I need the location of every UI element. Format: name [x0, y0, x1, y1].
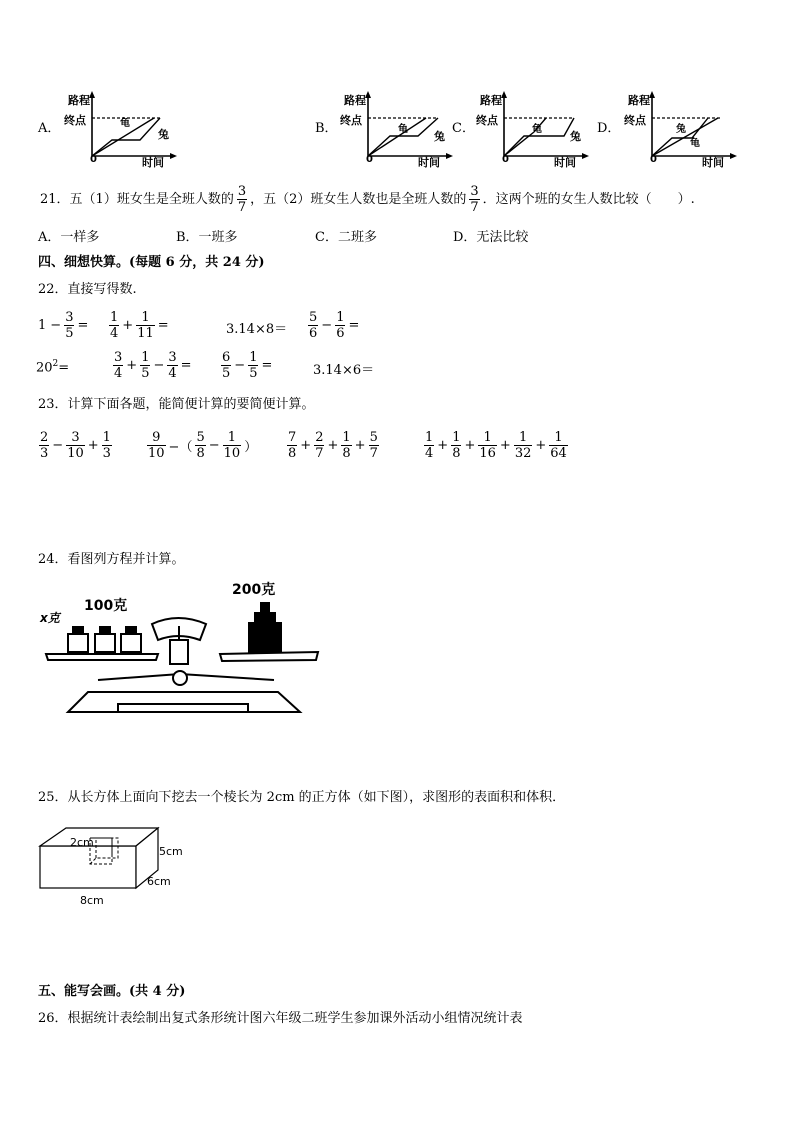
weight-200-label: 200克: [232, 582, 276, 598]
weight-200-knob: [260, 602, 270, 612]
q21-option-b: B．一班多: [176, 230, 238, 245]
scale-post: [170, 640, 188, 664]
weight-100-b-knob: [125, 626, 137, 634]
option-c-label: C．: [452, 121, 475, 136]
cuboid-front: [40, 846, 136, 888]
weight-100-a-knob: [99, 626, 111, 634]
option-d-graph: [622, 88, 742, 168]
svg-text:终点: 终点: [476, 114, 498, 127]
svg-text:0: 0: [502, 154, 509, 165]
svg-text:路程: 路程: [480, 94, 502, 107]
depth-label: 6cm: [147, 875, 171, 888]
svg-text:时间: 时间: [702, 156, 724, 168]
svg-text:0: 0: [650, 154, 657, 165]
weight-x-knob: [72, 626, 84, 634]
option-d-label: D．: [597, 121, 621, 136]
svg-text:终点: 终点: [340, 114, 362, 127]
svg-text:兔: 兔: [434, 130, 445, 143]
option-b-graph: [338, 88, 458, 168]
cuboid-figure: [36, 824, 196, 912]
svg-text:路程: 路程: [344, 94, 366, 107]
svg-text:龟: 龟: [690, 138, 700, 149]
svg-text:路程: 路程: [628, 94, 650, 107]
svg-text:时间: 时间: [418, 156, 440, 168]
svg-text:时间: 时间: [554, 156, 576, 168]
weight-100-label: 100克: [84, 598, 128, 614]
svg-text:时间: 时间: [142, 156, 164, 168]
option-a-label: A．: [38, 121, 61, 136]
q22-expr-1: 1 − $\frac{3}{5}$ =: [38, 310, 89, 341]
svg-text:0: 0: [366, 154, 373, 165]
fraction: $\frac{3}{7}$: [470, 184, 479, 215]
section-4-heading: 四、细想快算。(每题 6 分，共 24 分): [38, 255, 265, 270]
scale-base: [68, 692, 300, 712]
svg-text:龟: 龟: [120, 118, 130, 129]
q21-option-c: C．二班多: [315, 230, 377, 245]
section-5-heading: 五、能写会画。(共 4 分): [38, 984, 186, 999]
q23-expr-2: $\frac{9}{10}$ −（ $\frac{5}{8}$ − $\frac{1}{10}$ ）: [148, 430, 258, 461]
q22-expr-4: $\frac{5}{6}$ − $\frac{1}{6}$ =: [309, 310, 360, 341]
weight-x: [68, 634, 88, 652]
q22-expr-5: $20^2=$: [36, 359, 70, 376]
weight-200: [248, 622, 282, 654]
svg-text:龟: 龟: [398, 124, 408, 135]
q22-expr-2: $\frac{1}{4}$ + $\frac{1}{11}$ =: [110, 310, 169, 341]
q21-option-a: A．一样多: [38, 230, 100, 245]
svg-text:路程: 路程: [68, 94, 90, 107]
cube-edge-label: 2cm: [70, 836, 94, 849]
q22-expr-3: 3.14×8＝: [226, 322, 288, 337]
left-pan: [46, 654, 158, 660]
option-a-graph: [62, 88, 182, 168]
q23-expr-4: $\frac{1}{4}$ + $\frac{1}{8}$ + $\frac{1}{16}$ + $\frac{1}{32}$ + $\frac{1}{64}$: [425, 430, 567, 461]
fraction: $\frac{3}{7}$: [237, 184, 247, 215]
svg-text:兔: 兔: [570, 130, 581, 143]
right-pan: [220, 652, 318, 661]
q21-option-d: D．无法比较: [453, 230, 529, 245]
q24-title: 24．看图列方程并计算。: [38, 552, 185, 567]
svg-text:0: 0: [90, 154, 97, 165]
q25-title: 25．从长方体上面向下挖去一个棱长为 2cm 的正方体（如下图），求图形的表面积和体积．: [38, 790, 566, 805]
weight-200-top: [254, 612, 276, 622]
svg-text:终点: 终点: [64, 114, 86, 127]
q23-expr-3: $\frac{7}{8}$ + $\frac{2}{7}$ + $\frac{1}{8}$ + $\frac{5}{7}$: [288, 430, 378, 461]
length-label: 8cm: [80, 894, 104, 907]
svg-text:兔: 兔: [158, 128, 169, 141]
q23-title: 23．计算下面各题，能简便计算的要简便计算。: [38, 397, 315, 412]
svg-text:龟: 龟: [532, 124, 542, 135]
q23-expr-1: $\frac{2}{3}$ − $\frac{3}{10}$ + $\frac{1}{3}$: [40, 430, 111, 461]
option-b-label: B．: [315, 121, 338, 136]
option-c-graph: [474, 88, 594, 168]
svg-text:终点: 终点: [624, 114, 646, 127]
weight-100-b: [121, 634, 141, 652]
q26-title: 26．根据统计表绘制出复式条形统计图六年级二班学生参加课外活动小组情况统计表: [38, 1011, 523, 1026]
q22-expr-7: $\frac{6}{5}$ − $\frac{1}{5}$ =: [222, 350, 273, 381]
x-gram-label: x克: [40, 611, 60, 625]
q22-expr-8: 3.14×6＝: [313, 363, 375, 378]
svg-text:兔: 兔: [676, 124, 686, 135]
q22-expr-6: $\frac{3}{4}$ + $\frac{1}{5}$ − $\frac{3}{4}$ =: [114, 350, 192, 381]
weight-100-a: [95, 634, 115, 652]
scale-pivot: [173, 671, 187, 685]
balance-scale-figure: [38, 574, 328, 724]
q21-stem: 21．五（1）班女生是全班人数的 $\frac{3}{7}$ ，五（2）班女生人数也是全班人数的 $\frac{3}{7}$ ．这两个班的女生人数比较（ ）.: [40, 184, 695, 215]
height-label: 5cm: [159, 845, 183, 858]
q22-title: 22．直接写得数.: [38, 282, 137, 297]
